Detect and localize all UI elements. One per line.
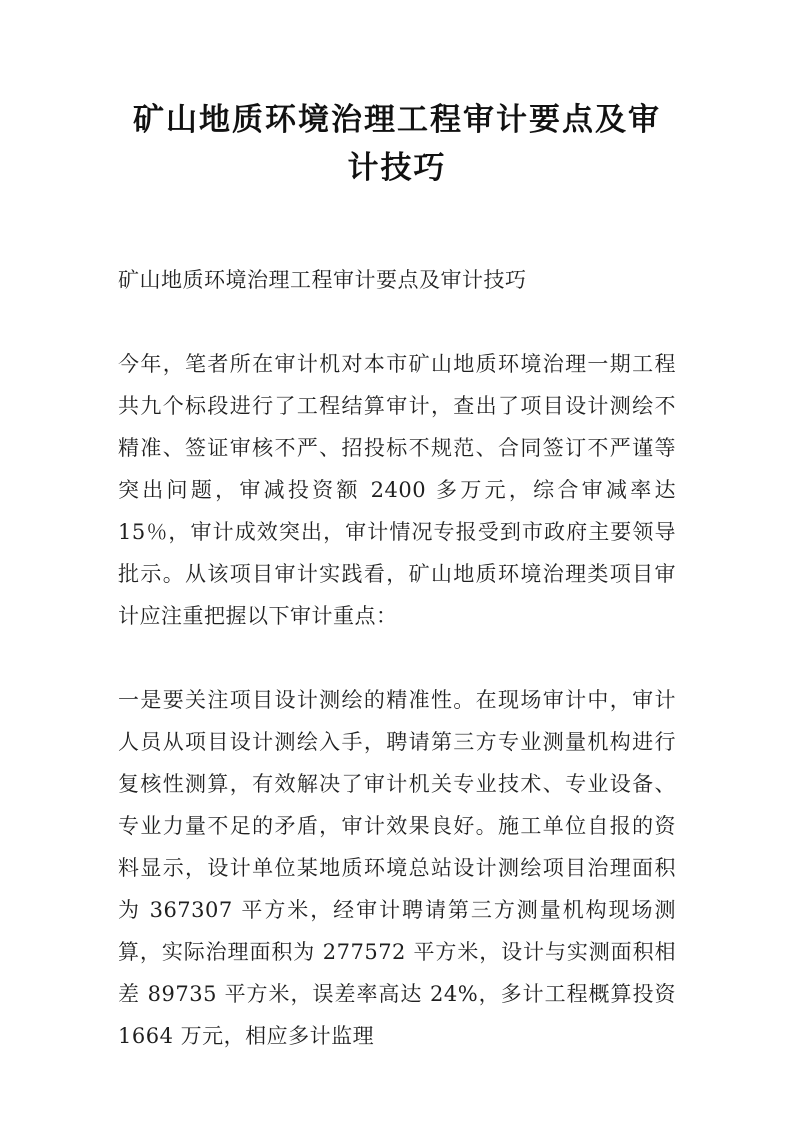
document-subtitle: 矿山地质环境治理工程审计要点及审计技巧 (118, 268, 527, 292)
paragraph-intro: 今年，笔者所在审计机对本市矿山地质环境治理一期工程共九个标段进行了工程结算审计，查出了项目设计测绘不精准、签证审核不严、招投标不规范、合同签订不严谨等突出问题，审减投资额 2400 多万元，综合审减率达 15％，审计成效突出，审计情况专报受到市政府主要领导批示。从该项目审计实践看，矿山地质环境治理类项目审计应注重把握以下审计重点： (118, 352, 676, 628)
paragraph-point-one: 一是要关注项目设计测绘的精准性。在现场审计中，审计人员从项目设计测绘入手，聘请第三方专业测量机构进行复核性测算，有效解决了审计机关专业技术、专业设备、专业力量不足的矛盾，审计效果良好。施工单位自报的资料显示，设计单位某地质环境总站设计测绘项目治理面积为 367307 平方米，经审计聘请第三方测量机构现场测算，实际治理面积为 277572 平方米，设计与实测面积相差 89735 平方米，误差率高达 24%，多计工程概算投资 1664 万元，相应多计监理 (118, 688, 676, 1048)
document-title: 矿山地质环境治理工程审计要点及审计技巧 (133, 102, 661, 186)
